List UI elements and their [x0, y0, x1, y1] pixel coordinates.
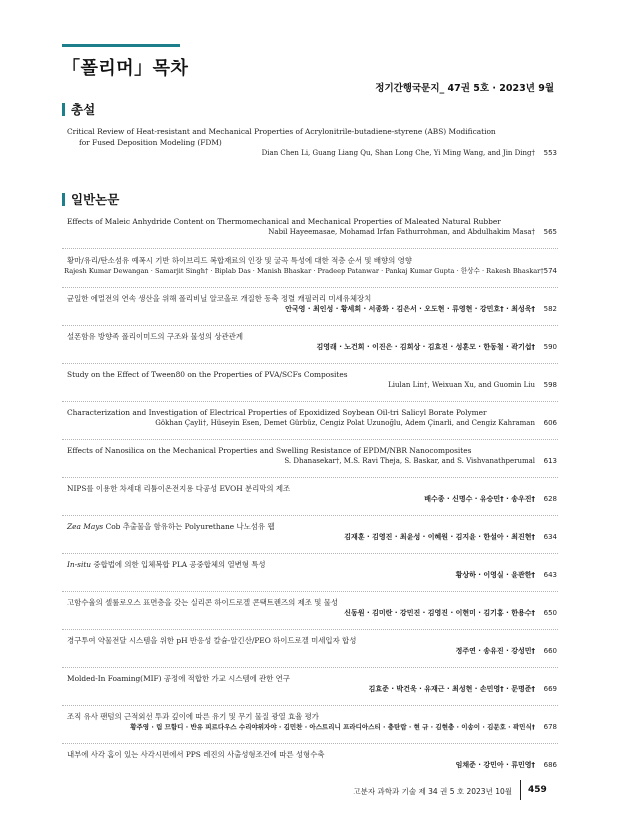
entry-authors: 김재훈 · 김영진 · 최윤성 · 이혜원 · 김지윤 · 한설아 · 최진현†: [344, 533, 535, 541]
entry-divider: [62, 401, 558, 402]
entry-authors-row: [67, 342, 557, 353]
entry-authors: 김영래 · 노건희 · 이진은 · 김희상 · 김효진 · 성훈모 · 한동철 · 곽기섭†: [316, 343, 535, 351]
entry-authors-row: [67, 380, 557, 391]
entry-title[interactable]: Molded-In Foaming(MIF) 공정에 적합한 가교 시스템에 관한 연구: [67, 674, 290, 683]
section-label: 일반논문: [71, 192, 120, 207]
entry-title[interactable]: Study on the Effect of Tween80 on the Properties of PVA/SCFs Composites: [67, 370, 348, 379]
toc-entry[interactable]: [67, 445, 557, 467]
section-header-general: [62, 190, 119, 208]
entry-divider: [62, 743, 558, 744]
entry-page[interactable]: 598: [543, 381, 557, 389]
entry-page[interactable]: 628: [543, 495, 557, 503]
entry-page[interactable]: 660: [543, 647, 557, 655]
page-number: 459: [528, 785, 547, 795]
toc-entry[interactable]: [67, 711, 557, 733]
toc-entry[interactable]: [67, 673, 557, 695]
entry-divider: [62, 667, 558, 668]
entry-divider: [62, 477, 558, 478]
entry-authors-row: [67, 418, 557, 429]
entry-page[interactable]: 553: [543, 149, 557, 157]
entry-title[interactable]: 경구투여 약물전달 시스템을 위한 pH 반응성 칼슘-알긴산/PEO 하이드로겔 미세입자 합성: [67, 636, 357, 645]
entry-divider: [62, 325, 558, 326]
toc-entry[interactable]: [67, 216, 557, 238]
entry-title[interactable]: Critical Review of Heat-resistant and Mechanical Properties of Acrylonitrile-butadiene-styrene (ABS) Modification: [67, 127, 496, 136]
entry-authors: 안국영 · 최인성 · 황세희 · 서종화 · 김은서 · 오도현 · 류영현 · 강민호† · 최성욱†: [285, 305, 535, 313]
entry-page[interactable]: 686: [543, 761, 557, 769]
entry-authors-row: [67, 646, 557, 657]
title-accent-bar: [62, 44, 180, 47]
entry-title-continued[interactable]: for Fused Deposition Modeling (FDM): [79, 138, 222, 147]
entry-authors-row: [67, 148, 557, 159]
entry-authors-row: [67, 227, 557, 238]
entry-authors-row: [67, 532, 557, 543]
entry-page[interactable]: 643: [543, 571, 557, 579]
entry-page[interactable]: 565: [543, 228, 557, 236]
entry-authors: Rajesh Kumar Dewangan · Samarjit Singh† · Biplab Das · Manish Bhaskar · Pradeep Patanwar · Pankaj Kumar Gupta · 한상수 · Rakesh Bhaskar†: [64, 267, 544, 275]
toc-entry[interactable]: [64, 255, 557, 277]
section-marker-icon: [62, 193, 65, 206]
toc-entry[interactable]: [67, 331, 557, 353]
toc-entry[interactable]: [67, 369, 557, 391]
entry-page[interactable]: 650: [543, 609, 557, 617]
section-marker-icon: [62, 103, 65, 116]
entry-divider: [62, 248, 558, 249]
entry-authors-row: [67, 494, 557, 505]
entry-authors: 김효준 · 박건욱 · 유재근 · 최성현 · 손민영† · 문명준†: [368, 685, 535, 693]
entry-authors: 신동원 · 김미란 · 강민진 · 김영진 · 이현미 · 김기홍 · 한용수†: [344, 609, 535, 617]
entry-authors: 황주영 · 림 므함디 · 반유 피르다우스 수리야위자야 · 김민찬 · 아스트리니 프라디아스티 · 충탄람 · 현 규 · 김현충 · 이송이 · 김문호 · 곽민식†: [130, 723, 535, 731]
entry-title[interactable]: 균일한 에멀전의 연속 생산을 위해 폴리비닐 알코올로 개질한 동축 정렬 캐필러리 미세유체장치: [67, 294, 372, 303]
entry-divider: [62, 363, 558, 364]
entry-authors: Liulan Lin†, Weixuan Xu, and Guomin Liu: [388, 381, 535, 389]
entry-title[interactable]: Characterization and Investigation of Electrical Properties of Epoxidized Soybean Oil-tri Salicyl Borate Polymer: [67, 408, 487, 417]
entry-title[interactable]: Effects of Maleic Anhydride Content on Thermomechanical and Mechanical Properties of Maleated Natural Rubber: [67, 217, 501, 226]
entry-page[interactable]: 574: [543, 267, 557, 275]
entry-title[interactable]: NIPS를 이용한 차세대 리튬이온전지용 다공성 EVOH 분리막의 제조: [67, 484, 291, 493]
entry-title[interactable]: 내부에 사각 홈이 있는 사각시편에서 PPS 레진의 사출성형조건에 따른 성형수축: [67, 750, 325, 759]
entry-authors-row: [67, 456, 557, 467]
toc-entry[interactable]: [67, 126, 557, 159]
entry-authors-row: [67, 760, 557, 771]
entry-authors-row: [67, 722, 557, 733]
entry-authors: Gökhan Çayli†, Hüseyin Esen, Demet Gürbüz, Cengiz Polat Uzunoğlu, Adem Çinarli, and Cengiz Kahraman: [155, 419, 535, 427]
entry-title[interactable]: Effects of Nanosilica on the Mechanical Properties and Swelling Resistance of EPDM/NBR Nanocomposites: [67, 446, 472, 455]
entry-authors-row: [67, 608, 557, 619]
entry-authors-row: [64, 266, 557, 277]
toc-entry[interactable]: [67, 749, 557, 771]
entry-authors-row: [67, 304, 557, 315]
entry-title[interactable]: [67, 559, 557, 570]
entry-authors: Nabil Hayeemasae, Mohamad Irfan Fathurrohman, and Abdulhakim Masa†: [268, 228, 535, 236]
entry-page[interactable]: 678: [543, 723, 557, 731]
entry-title-rest: Cob 추출물을 함유하는 Polyurethane 나노섬유 웹: [103, 522, 275, 531]
entry-divider: [62, 287, 558, 288]
entry-authors: Dian Chen Li, Guang Liang Qu, Shan Long Che, Yi Ming Wang, and Jin Ding†: [261, 149, 535, 157]
entry-authors-row: [67, 570, 557, 581]
entry-authors: 황상하 · 이영실 · 윤관한†: [455, 571, 535, 579]
toc-entry[interactable]: [67, 635, 557, 657]
entry-page[interactable]: 634: [543, 533, 557, 541]
footer-divider: [520, 780, 521, 800]
entry-title-rest: 중합법에 의한 입체복합 PLA 공중합체의 열변형 특성: [91, 560, 266, 569]
footer-journal: 고분자 과학과 기술 제 34 권 5 호 2023년 10월: [353, 787, 512, 796]
entry-title[interactable]: 고함수율의 셀룰로오스 표면층을 갖는 실리콘 하이드로겔 콘택트렌즈의 제조 및 물성: [67, 598, 339, 607]
entry-title[interactable]: 조직 유사 팬텀의 근적외선 투과 깊이에 따른 유기 및 무기 물질 광열 효율 평가: [67, 712, 319, 721]
section-label: 총설: [71, 102, 96, 117]
entry-authors: 배수종 · 신명수 · 유승민† · 송우진†: [424, 495, 535, 503]
toc-entry[interactable]: [67, 559, 557, 581]
toc-entry[interactable]: [67, 483, 557, 505]
entry-title-italic: In-situ: [67, 560, 92, 569]
entry-page[interactable]: 669: [543, 685, 557, 693]
entry-title[interactable]: [67, 521, 557, 532]
toc-entry[interactable]: [67, 293, 557, 315]
journal-info: 정기간행국문지_ 47권 5호 · 2023년 9월: [375, 83, 554, 94]
section-header-review: [62, 100, 95, 118]
entry-page[interactable]: 613: [543, 457, 557, 465]
entry-divider: [62, 705, 558, 706]
toc-entry[interactable]: [67, 407, 557, 429]
entry-divider: [62, 439, 558, 440]
entry-authors: 임채준 · 강민아 · 류민영†: [455, 761, 535, 769]
entry-divider: [62, 515, 558, 516]
entry-authors-row: [67, 684, 557, 695]
entry-divider: [62, 591, 558, 592]
entry-authors: S. Dhanasekar†, M.S. Ravi Theja, S. Baskar, and S. Vishvanathperumal: [284, 457, 535, 465]
entry-divider: [62, 553, 558, 554]
entry-page[interactable]: 582: [543, 305, 557, 313]
page-title: 「폴리머」목차: [62, 58, 189, 79]
entry-title[interactable]: 황마/유리/탄소섬유 예폭시 기반 하이브리드 복합재료의 인장 및 굴곡 특성에 대한 적층 순서 및 배향의 영향: [67, 256, 412, 265]
entry-title[interactable]: 설폰함유 방향족 폴리이미드의 구조와 물성의 상관관계: [67, 332, 243, 341]
entry-title-italic: Zea Mays: [67, 522, 104, 531]
entry-divider: [62, 629, 558, 630]
entry-page[interactable]: 590: [543, 343, 557, 351]
toc-entry[interactable]: [67, 521, 557, 543]
entry-page[interactable]: 606: [543, 419, 557, 427]
toc-entry[interactable]: [67, 597, 557, 619]
entry-authors: 정주연 · 송유진 · 강성민†: [455, 647, 535, 655]
